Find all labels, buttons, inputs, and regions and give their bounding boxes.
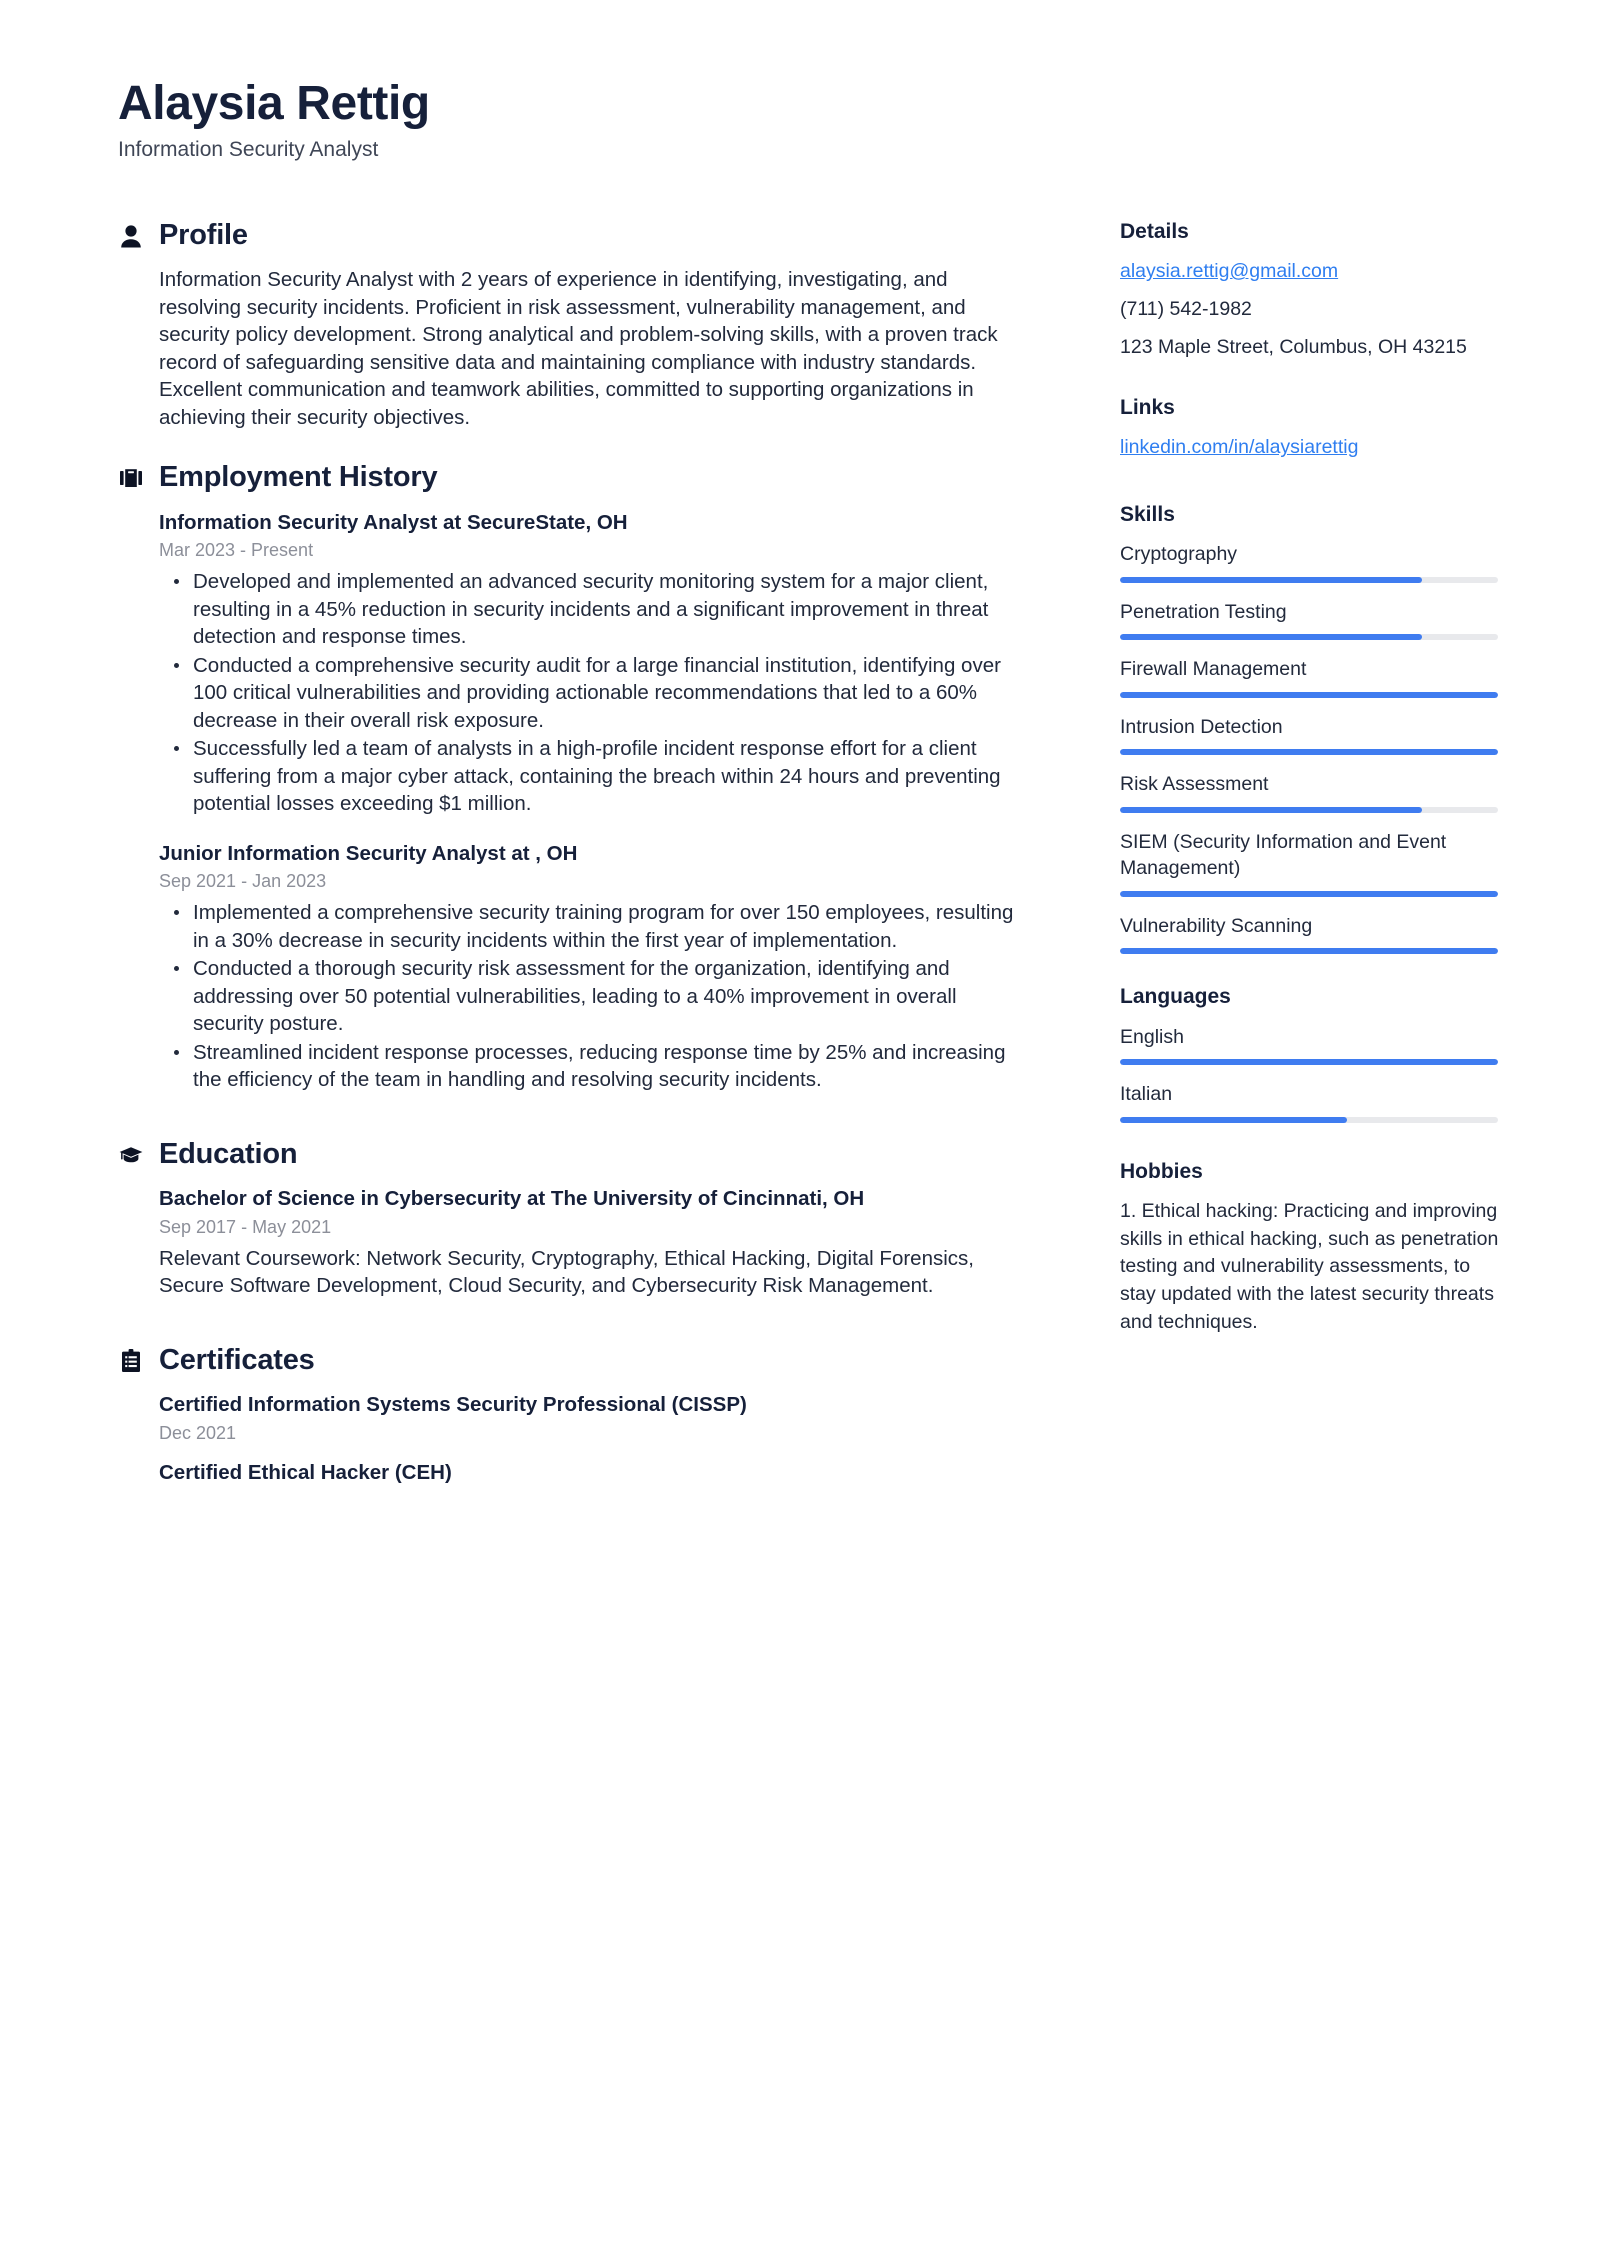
skill-bar-fill: [1120, 891, 1498, 897]
resume-columns: [0, 219, 1600, 1517]
skill-row: [1120, 656, 1502, 698]
certificate-entry: [159, 1391, 1018, 1445]
candidate-name: Alaysia Rettig: [118, 77, 430, 130]
skill-label: Intrusion Detection: [1120, 715, 1283, 738]
skill-bar-track: [1120, 634, 1498, 640]
section-profile-title: Profile: [159, 219, 248, 252]
section-certificates: [118, 1344, 1018, 1487]
graduation-cap-icon: [118, 1139, 144, 1169]
email-link[interactable]: alaysia.rettig@gmail.com: [1120, 260, 1339, 283]
profile-text: Information Security Analyst with 2 years of experience in identifying, investigating, and resolving security incidents. Proficient in risk assessment, vulnerability management, and security policy development. Strong analytical and problem-solving skills, with a proven track record of safeguarding sensitive data and maintaining compliance with industry standards. Excellent communication and teamwork abilities, committed to supporting organizations in achieving their security objectives.: [159, 268, 998, 429]
bullet-item: Streamlined incident response processes, reducing response time by 25% and increasing the efficiency of the team in handling and resolving security incidents.: [159, 1039, 1018, 1094]
bullet-item: Successfully led a team of analysts in a high-profile incident response effort for a client suffering from a major cyber attack, containing the breach within 24 hours and preventing potential losses exceeding $1 million.: [159, 735, 1018, 817]
language-bar-fill: [1120, 1059, 1498, 1065]
sidebar-details-title: Details: [1120, 220, 1189, 244]
language-label: Italian: [1120, 1083, 1173, 1106]
briefcase-icon: [118, 463, 144, 493]
sidebar-block-hobbies: [1120, 1159, 1502, 1337]
sidebar-column: [1120, 219, 1502, 1362]
section-profile-body: [118, 266, 1018, 431]
certificate-entry-title: Certified Information Systems Security Professional (CISSP): [159, 1393, 747, 1417]
employment-entry: [159, 840, 1018, 1094]
skill-bar-fill: [1120, 634, 1422, 640]
skill-bar-track: [1120, 692, 1498, 698]
phone-text: (711) 542-1982: [1120, 297, 1252, 320]
skill-row: [1120, 771, 1502, 813]
skill-row: [1120, 829, 1502, 897]
address-text: 123 Maple Street, Columbus, OH 43215: [1120, 335, 1467, 358]
education-entry-date: Sep 2017 - May 2021: [159, 1216, 332, 1237]
sidebar-block-languages: [1120, 984, 1502, 1122]
employment-entry: [159, 509, 1018, 818]
section-employment-body: [118, 509, 1018, 1094]
employment-entry-date: Mar 2023 - Present: [159, 540, 314, 561]
education-entry-description: Relevant Coursework: Network Security, Cryptography, Ethical Hacking, Digital Forensics, Secure Software Development, Cloud Security, and Cybersecurity Risk Management.: [159, 1246, 974, 1298]
resume-header: [0, 0, 1600, 163]
section-employment-header: [118, 461, 1018, 494]
section-certificates-body: [118, 1391, 1018, 1486]
certificate-entry: [159, 1459, 1018, 1486]
employment-entry-bullets: [159, 899, 1018, 1093]
bullet-item: Conducted a thorough security risk assessment for the organization, identifying and addressing over 50 potential vulnerabilities, leading to a 40% improvement in overall security posture.: [159, 955, 1018, 1037]
employment-entry-date: Sep 2021 - Jan 2023: [159, 871, 327, 892]
certificate-entry-title: Certified Ethical Hacker (CEH): [159, 1461, 452, 1485]
language-row: [1120, 1024, 1502, 1066]
employment-entry-title: Junior Information Security Analyst at , OH: [159, 841, 578, 865]
sidebar-links-title: Links: [1120, 396, 1175, 420]
language-bar-fill: [1120, 1117, 1347, 1123]
skill-bar-fill: [1120, 577, 1422, 583]
bullet-item: Implemented a comprehensive security training program for over 150 employees, resulting in a 30% decrease in security incidents within the first year of implementation.: [159, 899, 1018, 954]
education-entry-title: Bachelor of Science in Cybersecurity at The University of Cincinnati, OH: [159, 1187, 865, 1211]
section-profile: [118, 219, 1018, 431]
skill-row: [1120, 599, 1502, 641]
bullet-item: Developed and implemented an advanced security monitoring system for a major client, resulting in a 45% reduction in security incidents and a significant improvement in threat detection and response times.: [159, 568, 1018, 650]
skill-bar-fill: [1120, 749, 1498, 755]
section-employment-title: Employment History: [159, 461, 438, 494]
skill-label: SIEM (Security Information and Event Management): [1120, 830, 1447, 880]
skill-row: [1120, 541, 1502, 583]
language-bar-track: [1120, 1059, 1498, 1065]
linkedin-link[interactable]: linkedin.com/in/alaysiarettig: [1120, 436, 1359, 459]
skill-bar-track: [1120, 749, 1498, 755]
skill-bar-fill: [1120, 692, 1498, 698]
sidebar-block-links: [1120, 395, 1502, 472]
section-certificates-header: [118, 1344, 1018, 1377]
candidate-job-title: Information Security Analyst: [118, 137, 379, 161]
sidebar-block-skills: [1120, 502, 1502, 954]
skill-bar-track: [1120, 577, 1498, 583]
person-icon: [118, 221, 144, 251]
hobbies-text: 1. Ethical hacking: Practicing and improving skills in ethical hacking, such as penetration testing and vulnerability assessments, to stay updated with the latest security threats and techniques.: [1120, 1199, 1499, 1333]
skill-row: [1120, 913, 1502, 955]
section-education-title: Education: [159, 1137, 298, 1170]
skill-label: Vulnerability Scanning: [1120, 914, 1313, 937]
skill-label: Cryptography: [1120, 543, 1238, 566]
skill-bar-track: [1120, 807, 1498, 813]
section-profile-header: [118, 219, 1018, 252]
bullet-item: Conducted a comprehensive security audit for a large financial institution, identifying over 100 critical vulnerabilities and providing actionable recommendations that led to a 60% decrease in their overall risk exposure.: [159, 652, 1018, 734]
sidebar-skills-title: Skills: [1120, 503, 1175, 527]
skill-bar-track: [1120, 891, 1498, 897]
certificate-entry-date: Dec 2021: [159, 1422, 237, 1443]
sidebar-languages-title: Languages: [1120, 985, 1231, 1009]
skill-bar-fill: [1120, 807, 1422, 813]
section-education-body: [118, 1185, 1018, 1300]
employment-entry-title: Information Security Analyst at SecureState, OH: [159, 510, 628, 534]
sidebar-hobbies-title: Hobbies: [1120, 1159, 1203, 1183]
skill-row: [1120, 714, 1502, 756]
skill-bar-fill: [1120, 948, 1498, 954]
section-education: [118, 1138, 1018, 1300]
clipboard-list-icon: [118, 1346, 144, 1376]
skill-label: Penetration Testing: [1120, 600, 1287, 623]
employment-entry-bullets: [159, 568, 1018, 817]
education-entry: [159, 1185, 1018, 1300]
main-column: [118, 219, 1018, 1517]
section-employment: [118, 461, 1018, 1094]
language-bar-track: [1120, 1117, 1498, 1123]
skill-label: Risk Assessment: [1120, 773, 1269, 796]
language-row: [1120, 1081, 1502, 1123]
skill-label: Firewall Management: [1120, 658, 1307, 681]
skill-bar-track: [1120, 948, 1498, 954]
section-certificates-title: Certificates: [159, 1343, 315, 1376]
sidebar-block-details: [1120, 219, 1502, 361]
language-label: English: [1120, 1025, 1184, 1048]
section-education-header: [118, 1138, 1018, 1171]
